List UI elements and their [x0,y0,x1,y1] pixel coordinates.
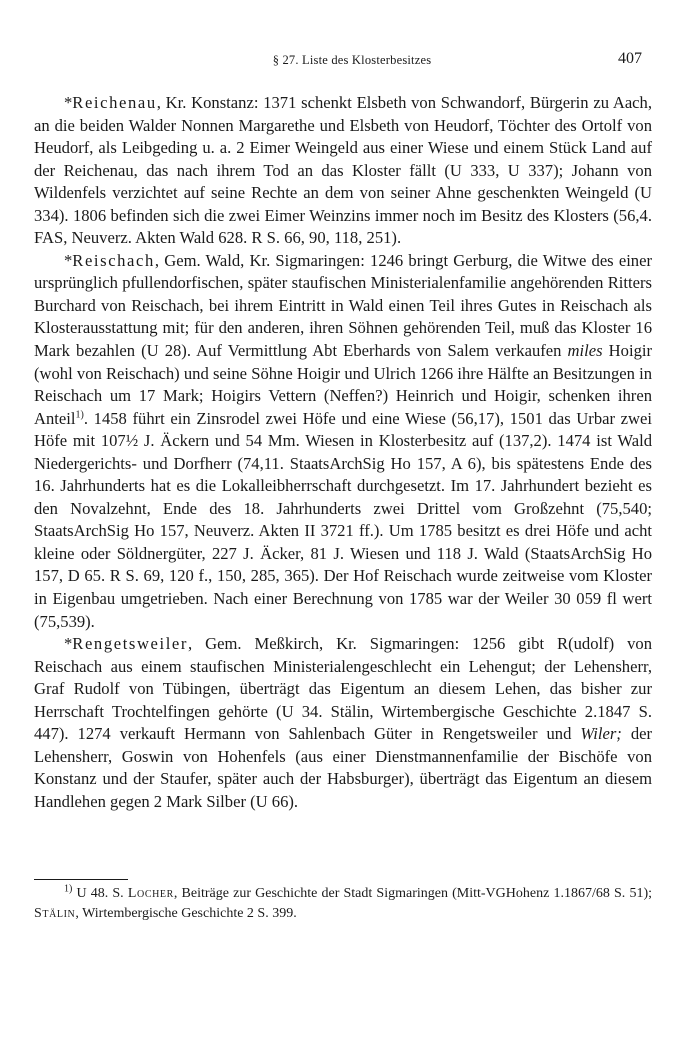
footnotes [34,884,652,924]
italic-term: miles [567,341,603,361]
footnote-reference: 1) [75,409,84,421]
entry-rengetsweiler [34,633,652,813]
place-name: Reichenau [72,93,157,112]
footnote-1 [34,884,652,924]
footnote-text: , Beiträge zur Geschichte der Stadt Sigmaringen (Mitt-VGHohenz 1.1867/68 S. 51); [173,886,652,901]
place-name: Rengetsweiler [72,634,189,654]
entry-star: * [64,634,73,654]
entry-text: , Gem. Wald, Kr. Sigmaringen: 1246 bringt Gerburg, die Witwe des einer ursprünglich pfullendorfischen, später staufischen Ministerialenfamilie angehörenden Ritters Burchard von Reischach, bei ihrem Eintritt in Wald einen Teil ihres Gutes in Reischach als Klosterausstattung mit; für den anderen, ihren Söhnen gehörenden Teil, muß das Kloster 16 Mark bezahlen (U 28). Auf Vermittlung Abt Eberhards von Salem verkaufen [34,250,652,361]
entry-reischach [34,250,652,633]
entry-star: * [64,250,73,270]
entry-text: Hoigir (wohl von Reischach) und seine Söhne Hoigir und Ulrich 1266 ihre Hälfte an Besitzungen in Reischach um 17 Mark; Hoigirs Vettern (Neffen?) Heinrich und Hoigir, schenken ihren Anteil [34,341,652,428]
running-title: § 27. Liste des Klosterbesitzes [272,53,432,67]
footnote-divider [34,879,128,880]
place-name: Reischach [72,250,155,270]
italic-term: Wiler; [580,724,622,744]
entry-reichenau [34,92,652,250]
footnote-text: U 48. S. [72,886,128,901]
entry-text: , Gem. Meßkirch, Kr. Sigmaringen: 1256 gibt R(udolf) von Reischach aus einem staufischen Ministerialengeschlecht ein Lehengut; der Lehensherr, Graf Rudolf von Tübingen, überträgt das Eigentum an diesem Lehen, das bisher zur Herrschaft Trochtelfingen gehörte (U 34. Stälin, Wirtembergische Geschichte 2.1847 S. 447). 1274 verkauft Hermann von Sahlenbach Güter in Rengetsweiler und [34,634,652,744]
footnote-text: , Wirtembergische Geschichte 2 S. 399. [75,906,297,921]
author-name: Stälin [34,906,76,921]
page-header [62,50,642,74]
page-number: 407 [618,50,642,67]
entry-star: * [64,93,73,112]
entry-text: . 1458 führt ein Zinsrodel zwei Höfe und eine Wiese (56,17), 1501 das Urbar zwei Höfe mit 107½ J. Äckern und 54 Mm. Wiesen in Klosterbesitz auf (137,2). 1474 ist Wald Niedergerichts- und Dorfherr (74,11. StaatsArchSig Ho 157, A 6), bis spätestens Ende des 16. Jahrhunderts hat es die Lokalleibherrschaft durchgesetzt. Im 17. Jahrhundert bezieht es den Novalzehnt, Ende des 18. Jahrhunderts zwei Drittel vom Großzehnt (75,540; StaatsArchSig Ho 157, Neuverz. Akten II 3721 ff.). Um 1785 besitzt es drei Höfe und acht kleine oder Söldnergüter, 227 J. Äcker, 81 J. Wiesen und 118 J. Wald (StaatsArchSig Ho 157, D 65. R S. 69, 120 f., 150, 285, 365). Der Hof Reischach wurde zeitweise vom Kloster in Eigenbau umgetrieben. Nach einer Berechnung von 1785 war der Weiler 30 059 fl wert (75,539). [34,408,652,631]
footnote-marker: 1) [64,883,73,895]
author-name: Locher [127,886,174,901]
entry-text: , Kr. Konstanz: 1371 schenkt Elsbeth von Schwandorf, Bürgerin zu Aach, an die beiden Walder Nonnen Margarethe und Elsbeth von Heudorf, Töchter des Ortolf von Heudorf, als Leibgeding u. a. 2 Eimer Weingeld aus einer Wiese und einem Stück Land auf der Reichenau, das nach ihrem Tod an das Kloster fällt (U 333, U 337); Johann von Wildenfels verzichtet auf seine Rechte an dem von seiner Ahne geschenkten Weingeld (U 334). 1806 befinden sich die zwei Eimer Weinzins immer noch im Besitz des Klosters (56,4. FAS, Neuverz. Akten Wald 628. R S. 66, 90, 118, 251). [34,93,652,248]
entry-text: der Lehensherr, Goswin von Hohenfels (aus einer Dienstmannenfamilie der Bischöfe von Konstanz und der Staufer, später auch der Habsburger), überträgt das Eigentum an diesem Handlehen gegen 2 Mark Silber (U 66). [34,724,653,811]
main-text [34,92,652,814]
